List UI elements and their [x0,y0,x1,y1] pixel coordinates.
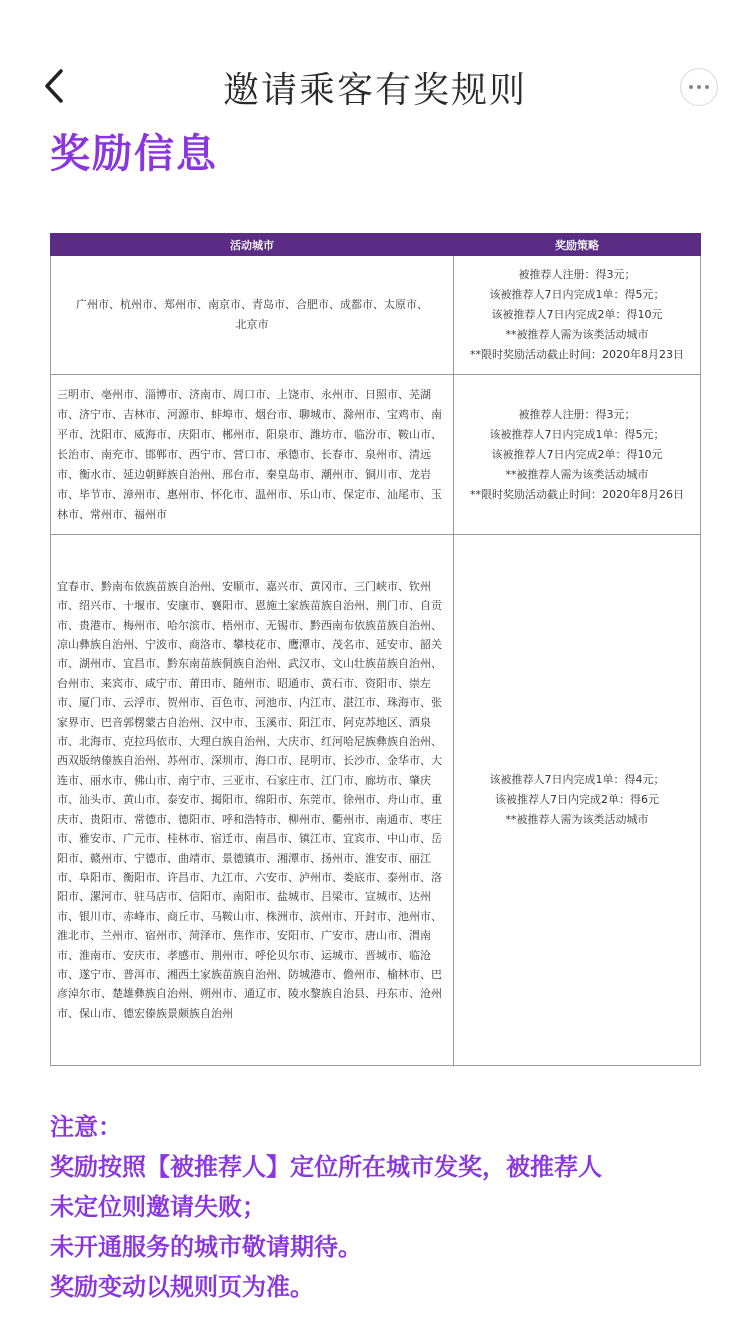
more-dot-icon [697,85,701,89]
table-row [51,256,701,375]
notes-heading: 注意： [50,1113,122,1141]
more-dot-icon [705,85,709,89]
city-list-cell: 宜春市、黔南布依族苗族自治州、安顺市、嘉兴市、黄冈市、三门峡市、钦州市、绍兴市、十堰市、安康市、襄阳市、恩施土家族苗族自治州、荆门市、自贡市、贵港市、梅州市、哈尔滨市、梧州市、无锡市、黔西南布依族苗族自治州、凉山彝族自治州、宁波市、商洛市、攀枝花市、鹰潭市、茂名市、延安市、韶关市、湖州市、宜昌市、黔东南苗族侗族自治州、武汉市、文山壮族苗族自治州、台州市、来宾市、咸宁市、莆田市、随州市、昭通市、黄石市、资阳市、崇左市、厦门市、云浮市、贺州市、百色市、河池市、内江市、湛江市、珠海市、张家界市、巴音郭楞蒙古自治州、汉中市、玉溪市、阳江市、阿克苏地区、酒泉市、北海市、克拉玛依市、大理白族自治州、大庆市、红河哈尼族彝族自治州、西双版纳傣族自治州、苏州市、深圳市、海口市、昆明市、长沙市、金华市、大连市、丽水市、佛山市、南宁市、三亚市、石家庄市、江门市、廊坊市、肇庆市、汕头市、黄山市、泰安市、揭阳市、绵阳市、东莞市、徐州市、舟山市、重庆市、贵阳市、常德市、德阳市、呼和浩特市、柳州市、衢州市、南通市、枣庄市、雅安市、广元市、桂林市、宿迁市、南昌市、镇江市、宜宾市、中山市、岳阳市、赣州市、宁德市、曲靖市、景德镇市、湘潭市、扬州市、淮安市、丽江市、阜阳市、衡阳市、许昌市、九江市、六安市、泸州市、娄底市、泰州市、洛阳市、漯河市、驻马店市、信阳市、南阳市、盐城市、吕梁市、宣城市、达州市、银川市、赤峰市、商丘市、马鞍山市、株洲市、滨州市、开封市、池州市、淮北市、兰州市、宿州市、菏泽市、焦作市、安阳市、广安市、唐山市、渭南市、淮南市、安庆市、孝感市、荆州市、呼伦贝尔市、运城市、晋城市、临沧市、遂宁市、普洱市、湘西土家族苗族自治州、防城港市、儋州市、榆林市、巴彦淖尔市、楚雄彝族自治州、朔州市、通辽市、陵水黎族自治县、丹东市、沧州市、保山市、德宏傣族景颇族自治州 [51,535,454,1066]
reward-line: **限时奖励活动截止时间：2020年8月23日 [470,348,684,361]
section-title: 奖励信息 [50,131,218,177]
reward-line: 该被推荐人7日内完成1单：得5元； [489,288,665,301]
reward-line: **被推荐人需为该类活动城市 [505,328,649,341]
reward-cell [454,256,701,375]
reward-line: 被推荐人注册：得3元； [518,407,636,421]
reward-cell [454,535,701,1066]
reward-line: 该被推荐人7日内完成1单：得5元； [489,427,665,441]
column-header-cities: 活动城市 [51,234,454,256]
column-header-rewards: 奖励策略 [454,234,701,256]
reward-line: 被推荐人注册：得3元； [518,268,636,281]
city-list-cell: 广州市、杭州市、郑州市、南京市、青岛市、合肥市、成都市、太原市、北京市 [51,256,454,375]
table-header-row [51,234,701,256]
more-dot-icon [689,85,693,89]
notes-line: 未开通服务的城市敬请期待。 [50,1233,362,1261]
reward-cell [454,375,701,535]
reward-line: 该被推荐人7日内完成1单：得4元； [489,773,665,786]
reward-line: 该被推荐人7日内完成2单：得10元 [491,447,663,461]
table-row [51,535,701,1066]
reward-line: **被推荐人需为该类活动城市 [505,467,649,481]
notes-line: 奖励按照【被推荐人】定位所在城市发奖，被推荐人 [50,1153,602,1181]
reward-line: **被推荐人需为该类活动城市 [505,813,649,826]
reward-rules-table [50,233,701,1066]
notes-section [50,1107,730,1307]
reward-line: 该被推荐人7日内完成2单：得6元 [495,793,659,806]
city-list-cell: 三明市、亳州市、淄博市、济南市、周口市、上饶市、永州市、日照市、芜湖市、济宁市、吉林市、河源市、蚌埠市、烟台市、聊城市、滁州市、宝鸡市、南平市、沈阳市、威海市、庆阳市、郴州市、阳泉市、潍坊市、临汾市、鞍山市、长治市、南充市、邯郸市、西宁市、营口市、承德市、长春市、泉州市、清远市、衡水市、延边朝鲜族自治州、邢台市、秦皇岛市、潮州市、铜川市、龙岩市、毕节市、漳州市、惠州市、怀化市、温州市、乐山市、保定市、汕尾市、玉林市、常州市、福州市 [51,375,454,535]
reward-line: 该被推荐人7日内完成2单：得10元 [491,308,663,321]
notes-line: 未定位则邀请失败； [50,1193,266,1221]
navigation-bar [0,50,750,120]
reward-line: **限时奖励活动截止时间：2020年8月26日 [470,487,684,501]
notes-line: 奖励变动以规则页为准。 [50,1273,314,1301]
more-button[interactable] [680,68,718,106]
table-row [51,375,701,535]
page-title: 邀请乘客有奖规则 [222,70,527,111]
